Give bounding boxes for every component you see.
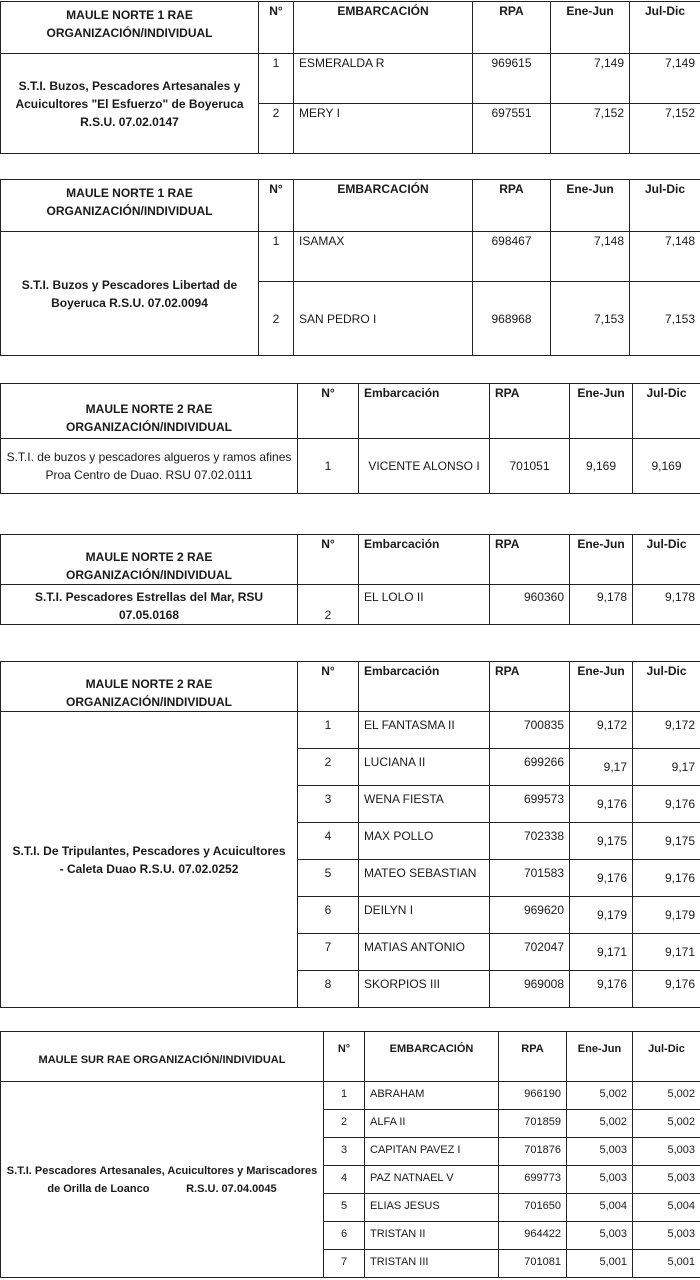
ene-jun-value: 7,153 — [551, 282, 630, 356]
ene-jun-value: 9,169 — [570, 439, 633, 494]
vessel-name: MATIAS ANTONIO — [359, 934, 490, 971]
jul-dic-value: 9,176 — [633, 971, 700, 1008]
rpa-value: 702338 — [490, 823, 570, 860]
jul-dic-value: 5,002 — [633, 1082, 700, 1110]
header-rpa: RPA — [473, 2, 551, 54]
header-jul-dic: Jul-Dic — [630, 2, 700, 54]
ene-jun-value: 9,178 — [570, 585, 633, 625]
rpa-value: 968968 — [473, 282, 551, 356]
row-number: 1 — [298, 712, 359, 749]
vessel-name: MATEO SEBASTIAN — [359, 860, 490, 897]
rpa-value: 701051 — [490, 439, 570, 494]
rpa-value: 701859 — [499, 1110, 567, 1138]
rpa-value: 699573 — [490, 786, 570, 823]
header-organization: MAULE NORTE 2 RAE ORGANIZACIÓN/INDIVIDUAL — [1, 384, 298, 439]
ene-jun-value: 9,175 — [570, 823, 633, 860]
vessel-name: SKORPIOS III — [359, 971, 490, 1008]
maule-sur-table-loanco — [0, 1031, 700, 1278]
header-ene-jun: Ene-Jun — [551, 2, 630, 54]
header-jul-dic: Jul-Dic — [633, 535, 700, 585]
table-row — [1, 712, 700, 749]
header-ene-jun: Ene-Jun — [567, 1032, 633, 1082]
header-rpa: RPA — [490, 662, 570, 712]
header-organization: MAULE NORTE 1 RAE ORGANIZACIÓN/INDIVIDUAL — [1, 2, 259, 54]
ene-jun-value: 9,176 — [570, 786, 633, 823]
ene-jun-value: 5,003 — [567, 1222, 633, 1250]
jul-dic-value: 5,002 — [633, 1110, 700, 1138]
row-number: 5 — [324, 1194, 365, 1222]
organization-name: S.T.I. Pescadores Artesanales, Acuicultores y Mariscadores de Orilla de Loanco R.S.U. 07.04.0045 — [1, 1082, 324, 1278]
row-number: 3 — [324, 1138, 365, 1166]
jul-dic-value: 9,169 — [633, 439, 700, 494]
header-number: N° — [259, 180, 294, 232]
header-vessel: EMBARCACIÓN — [294, 2, 473, 54]
row-number: 3 — [298, 786, 359, 823]
header-organization: MAULE NORTE 1 RAE ORGANIZACIÓN/INDIVIDUAL — [1, 180, 259, 232]
jul-dic-value: 7,153 — [630, 282, 700, 356]
header-vessel: Embarcación — [359, 384, 490, 439]
ene-jun-value: 5,003 — [567, 1166, 633, 1194]
row-number: 1 — [259, 232, 294, 282]
row-number: 2 — [259, 282, 294, 356]
vessel-name: CAPITAN PAVEZ I — [365, 1138, 499, 1166]
rpa-value: 697551 — [473, 104, 551, 154]
vessel-name: WENA FIESTA — [359, 786, 490, 823]
header-number: N° — [298, 662, 359, 712]
rpa-value: 698467 — [473, 232, 551, 282]
header-vessel: EMBARCACIÓN — [294, 180, 473, 232]
vessel-name: ESMERALDA R — [294, 54, 473, 104]
row-number: 1 — [259, 54, 294, 104]
jul-dic-value: 5,001 — [633, 1250, 700, 1278]
row-number: 5 — [298, 860, 359, 897]
organization-name: S.T.I. Buzos, Pescadores Artesanales y Acuicultores "El Esfuerzo" de Boyeruca R.S.U. 07.02.0147 — [1, 54, 259, 154]
header-organization: MAULE NORTE 2 RAE ORGANIZACIÓN/INDIVIDUAL — [1, 535, 298, 585]
vessel-name: PAZ NATNAEL V — [365, 1166, 499, 1194]
jul-dic-value: 9,171 — [633, 934, 700, 971]
header-rpa: RPA — [490, 535, 570, 585]
ene-jun-value: 5,003 — [567, 1138, 633, 1166]
row-number: 7 — [298, 934, 359, 971]
vessel-name: VICENTE ALONSO I — [359, 439, 490, 494]
ene-jun-value: 5,002 — [567, 1110, 633, 1138]
vessel-name: SAN PEDRO I — [294, 282, 473, 356]
ene-jun-value: 5,001 — [567, 1250, 633, 1278]
table-row — [1, 1082, 700, 1110]
header-jul-dic: Jul-Dic — [630, 180, 700, 232]
row-number: 4 — [324, 1166, 365, 1194]
jul-dic-value: 9,176 — [633, 786, 700, 823]
ene-jun-value: 9,171 — [570, 934, 633, 971]
rpa-value: 969620 — [490, 897, 570, 934]
jul-dic-value: 5,004 — [633, 1194, 700, 1222]
maule-norte-2-table-proa-centro — [0, 383, 700, 494]
jul-dic-value: 7,149 — [630, 54, 700, 104]
ene-jun-value: 9,176 — [570, 860, 633, 897]
vessel-name: LUCIANA II — [359, 749, 490, 786]
header-organization: MAULE NORTE 2 RAE ORGANIZACIÓN/INDIVIDUAL — [1, 662, 298, 712]
header-ene-jun: Ene-Jun — [570, 662, 633, 712]
rpa-value: 701583 — [490, 860, 570, 897]
ene-jun-value: 9,17 — [570, 749, 633, 786]
jul-dic-value: 5,003 — [633, 1222, 700, 1250]
row-number: 2 — [298, 585, 359, 625]
rpa-value: 964422 — [499, 1222, 567, 1250]
table-row — [1, 54, 700, 104]
ene-jun-value: 7,148 — [551, 232, 630, 282]
jul-dic-value: 9,176 — [633, 860, 700, 897]
organization-name: S.T.I. de buzos y pescadores algueros y ramos afines Proa Centro de Duao. RSU 07.02.0111 — [1, 439, 298, 494]
ene-jun-value: 7,152 — [551, 104, 630, 154]
vessel-name: DEILYN I — [359, 897, 490, 934]
rpa-value: 699773 — [499, 1166, 567, 1194]
maule-norte-2-table-caleta-duao — [0, 661, 700, 1008]
rpa-value: 699266 — [490, 749, 570, 786]
maule-norte-1-table-libertad — [0, 179, 700, 356]
rpa-value: 966190 — [499, 1082, 567, 1110]
table-row — [1, 585, 700, 625]
ene-jun-value: 5,004 — [567, 1194, 633, 1222]
maule-norte-2-table-estrellas-del-mar — [0, 534, 700, 625]
row-number: 2 — [259, 104, 294, 154]
header-jul-dic: Jul-Dic — [633, 384, 700, 439]
vessel-name: ABRAHAM — [365, 1082, 499, 1110]
jul-dic-value: 9,175 — [633, 823, 700, 860]
header-rpa: RPA — [473, 180, 551, 232]
header-number: N° — [324, 1032, 365, 1082]
header-number: N° — [298, 384, 359, 439]
row-number: 1 — [298, 439, 359, 494]
header-ene-jun: Ene-Jun — [570, 535, 633, 585]
table-row — [1, 232, 700, 282]
vessel-name: ISAMAX — [294, 232, 473, 282]
jul-dic-value: 7,152 — [630, 104, 700, 154]
jul-dic-value: 5,003 — [633, 1138, 700, 1166]
vessel-name: MERY I — [294, 104, 473, 154]
row-number: 4 — [298, 823, 359, 860]
rpa-value: 701876 — [499, 1138, 567, 1166]
row-number: 7 — [324, 1250, 365, 1278]
vessel-name: ALFA II — [365, 1110, 499, 1138]
rpa-value: 969615 — [473, 54, 551, 104]
table-row — [1, 439, 700, 494]
header-number: N° — [298, 535, 359, 585]
header-rpa: RPA — [499, 1032, 567, 1082]
rpa-value: 702047 — [490, 934, 570, 971]
header-jul-dic: Jul-Dic — [633, 1032, 700, 1082]
row-number: 2 — [298, 749, 359, 786]
jul-dic-value: 5,003 — [633, 1166, 700, 1194]
header-ene-jun: Ene-Jun — [570, 384, 633, 439]
rpa-value: 701650 — [499, 1194, 567, 1222]
row-number: 8 — [298, 971, 359, 1008]
header-vessel: EMBARCACIÓN — [365, 1032, 499, 1082]
organization-name: S.T.I. Buzos y Pescadores Libertad de Boyeruca R.S.U. 07.02.0094 — [1, 232, 259, 356]
vessel-name: MAX POLLO — [359, 823, 490, 860]
header-vessel: Embarcación — [359, 535, 490, 585]
maule-norte-1-table-esfuerzo — [0, 1, 700, 154]
header-vessel: Embarcación — [359, 662, 490, 712]
jul-dic-value: 7,148 — [630, 232, 700, 282]
vessel-name: EL FANTASMA II — [359, 712, 490, 749]
row-number: 6 — [298, 897, 359, 934]
vessel-name: TRISTAN III — [365, 1250, 499, 1278]
rpa-value: 701081 — [499, 1250, 567, 1278]
jul-dic-value: 9,17 — [633, 749, 700, 786]
row-number: 2 — [324, 1110, 365, 1138]
row-number: 6 — [324, 1222, 365, 1250]
jul-dic-value: 9,178 — [633, 585, 700, 625]
header-number: N° — [259, 2, 294, 54]
header-organization: MAULE SUR RAE ORGANIZACIÓN/INDIVIDUAL — [1, 1032, 324, 1082]
rpa-value: 969008 — [490, 971, 570, 1008]
ene-jun-value: 5,002 — [567, 1082, 633, 1110]
ene-jun-value: 9,172 — [570, 712, 633, 749]
rpa-value: 700835 — [490, 712, 570, 749]
organization-name: S.T.I. De Tripulantes, Pescadores y Acuicultores - Caleta Duao R.S.U. 07.02.0252 — [1, 712, 298, 1008]
header-rpa: RPA — [490, 384, 570, 439]
row-number: 1 — [324, 1082, 365, 1110]
vessel-name: ELIAS JESUS — [365, 1194, 499, 1222]
jul-dic-value: 9,179 — [633, 897, 700, 934]
rpa-value: 960360 — [490, 585, 570, 625]
vessel-name: TRISTAN II — [365, 1222, 499, 1250]
jul-dic-value: 9,172 — [633, 712, 700, 749]
ene-jun-value: 9,179 — [570, 897, 633, 934]
ene-jun-value: 9,176 — [570, 971, 633, 1008]
vessel-name: EL LOLO II — [359, 585, 490, 625]
header-jul-dic: Jul-Dic — [633, 662, 700, 712]
ene-jun-value: 7,149 — [551, 54, 630, 104]
header-ene-jun: Ene-Jun — [551, 180, 630, 232]
organization-name: S.T.I. Pescadores Estrellas del Mar, RSU 07.05.0168 — [1, 585, 298, 625]
